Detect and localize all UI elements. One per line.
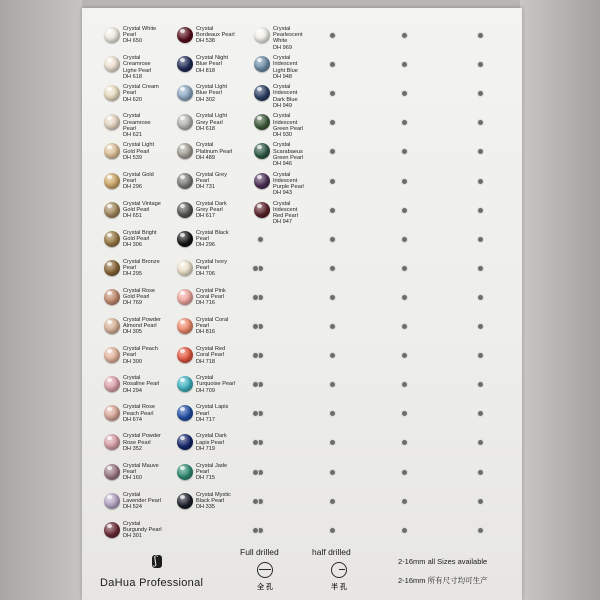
empty-hole <box>330 324 335 329</box>
background-left <box>0 0 82 600</box>
empty-hole <box>258 440 263 445</box>
pearl-swatch <box>177 318 193 334</box>
empty-hole <box>478 411 483 416</box>
brand-name: DaHua Professional <box>100 577 204 589</box>
empty-hole <box>258 528 263 533</box>
pearl-swatch <box>104 376 120 392</box>
pearl-swatch <box>177 202 193 218</box>
pearl-label: Crystal White Pearl DH 650 <box>123 26 157 45</box>
pearl-swatch <box>104 464 120 480</box>
pearl-label: Crystal Cream Pearl DH 620 <box>123 84 159 103</box>
empty-hole <box>478 295 483 300</box>
pearl-swatch <box>177 464 193 480</box>
empty-hole <box>478 149 483 154</box>
pearl-swatch <box>177 376 193 392</box>
empty-hole <box>402 324 407 329</box>
pearl-label: Crystal Peach Pearl DH 300 <box>123 346 158 365</box>
pearl-swatch <box>254 143 270 159</box>
pearl-label: Crystal Grey Pearl DH 731 <box>196 171 228 190</box>
empty-hole <box>402 91 407 96</box>
pearl-swatch <box>104 85 120 101</box>
empty-hole <box>253 470 258 475</box>
pearl-label: Crystal Lavender Pearl DH 524 <box>123 491 161 510</box>
pearl-swatch <box>177 27 193 43</box>
pearl-label: Crystal Gold Pearl DH 296 <box>123 171 154 190</box>
empty-hole <box>478 324 483 329</box>
pearl-label: Crystal Mauve Pearl DH 160 <box>123 462 159 481</box>
empty-hole <box>478 62 483 67</box>
empty-hole <box>478 470 483 475</box>
pearl-swatch <box>104 173 120 189</box>
pearl-label: Crystal Dark Grey Pearl DH 617 <box>196 200 227 219</box>
empty-hole <box>402 353 407 358</box>
sizes-available-cn-text: 2-16mm 所有尺寸均可生产 <box>398 576 488 585</box>
empty-hole <box>330 33 335 38</box>
pearl-swatch <box>104 347 120 363</box>
empty-hole <box>330 499 335 504</box>
pearl-label: Crystal Lapis Pearl DH 717 <box>196 404 229 423</box>
pearl-label: Crystal Rose Peach Pearl DH 674 <box>123 404 156 423</box>
pearl-label: Crystal Pink Coral Pearl DH 716 <box>196 287 226 307</box>
pearl-swatch <box>177 347 193 363</box>
pearl-swatch <box>177 56 193 72</box>
empty-hole <box>330 411 335 416</box>
pearl-label: Crystal Iridescent Purple Pearl DH 943 <box>273 171 304 197</box>
empty-hole <box>478 440 483 445</box>
empty-hole <box>253 499 258 504</box>
pearl-label: Crystal Platinum Pearl DH 489 <box>196 142 233 161</box>
pearl-swatch <box>254 27 270 43</box>
pearl-label: Crystal Jade Pearl DH 715 <box>196 462 228 481</box>
empty-hole <box>258 353 263 358</box>
pearl-swatch <box>254 114 270 130</box>
pearl-swatch <box>104 289 120 305</box>
empty-hole <box>258 266 263 271</box>
pearl-label: Crystal Iridescent Red Pearl DH 947 <box>273 200 298 226</box>
empty-hole <box>258 237 263 242</box>
pearl-swatch <box>177 289 193 305</box>
empty-hole <box>330 470 335 475</box>
pearl-swatch <box>177 493 193 509</box>
pearl-label: Crystal Light Grey Pearl DH 618 <box>196 113 228 132</box>
empty-hole <box>402 295 407 300</box>
pearl-label: Crystal Light Gold Pearl DH 539 <box>123 142 155 161</box>
empty-hole <box>253 266 258 271</box>
empty-hole <box>330 295 335 300</box>
pearl-swatch <box>104 114 120 130</box>
empty-hole <box>258 411 263 416</box>
legend-full-drilled-label: Full drilled <box>240 547 279 557</box>
empty-hole <box>258 295 263 300</box>
empty-hole <box>330 237 335 242</box>
empty-hole <box>478 120 483 125</box>
pearl-label: Crystal Night Blue Pearl DH 818 <box>196 55 229 74</box>
empty-hole <box>402 266 407 271</box>
empty-hole <box>330 353 335 358</box>
pearl-swatch <box>254 173 270 189</box>
full-drilled-icon <box>257 562 273 578</box>
empty-hole <box>402 411 407 416</box>
pearl-label: Crystal Iridescent Light Blue DH 948 <box>273 55 298 80</box>
pearl-swatch <box>177 231 193 247</box>
empty-hole <box>478 353 483 358</box>
pearl-label: Crystal Rosaline Pearl DH 294 <box>123 375 160 394</box>
empty-hole <box>478 499 483 504</box>
pearl-swatch <box>177 114 193 130</box>
pearl-label: Crystal Pearlescent White DH 969 <box>273 26 303 51</box>
pearl-label: Crystal Iridescent Dark Blue DH 949 <box>273 84 298 109</box>
pearl-swatch <box>104 56 120 72</box>
empty-hole <box>258 324 263 329</box>
pearl-swatch <box>104 434 120 450</box>
pearl-label: Crystal Bronze Pearl DH 295 <box>123 258 160 278</box>
pearl-label: Crystal Ivory Pearl DH 706 <box>196 258 228 278</box>
empty-hole <box>402 62 407 67</box>
pearl-swatch <box>177 434 193 450</box>
pearl-color-card <box>82 8 522 600</box>
empty-hole <box>402 208 407 213</box>
empty-hole <box>330 382 335 387</box>
empty-hole <box>478 237 483 242</box>
pearl-swatch <box>104 318 120 334</box>
background-right <box>520 0 600 600</box>
empty-hole <box>478 382 483 387</box>
pearl-label: Crystal Scarabaeus Green Pearl DH 946 <box>273 142 304 167</box>
pearl-label: Crystal Dark Lapis Pearl DH 719 <box>196 433 227 452</box>
pearl-swatch <box>104 260 120 276</box>
pearl-label: Crystal Red Coral Pearl DH 718 <box>196 346 226 365</box>
empty-hole <box>330 179 335 184</box>
pearl-swatch <box>177 405 193 421</box>
pearl-label: Crystal Iridescent Green Pearl DH 930 <box>273 113 304 138</box>
empty-hole <box>258 470 263 475</box>
full-drilled-cn-label: 全 孔 <box>257 584 273 591</box>
pearl-swatch <box>104 231 120 247</box>
empty-hole <box>253 295 258 300</box>
sizes-available-text: 2-16mm all Sizes available <box>398 557 488 566</box>
pearl-swatch <box>254 85 270 101</box>
empty-hole <box>478 179 483 184</box>
pearl-swatch <box>104 493 120 509</box>
pearl-label: Crystal Light Blue Pearl DH 302 <box>196 84 228 103</box>
pearl-label: Crystal Coral Pearl DH 816 <box>196 317 229 336</box>
empty-hole <box>330 266 335 271</box>
pearl-swatch <box>104 405 120 421</box>
pearl-label: Crystal Burgundy Pearl DH 301 <box>123 520 162 540</box>
pearl-swatch <box>254 56 270 72</box>
empty-hole <box>402 440 407 445</box>
pearl-label: Crystal Creamrose Pearl DH 621 <box>123 113 151 138</box>
pearl-label: Crystal Powder Almond Pearl DH 305 <box>123 317 161 336</box>
empty-hole <box>478 91 483 96</box>
pearl-label: Crystal Turquoise Pearl DH 709 <box>196 375 236 394</box>
empty-hole <box>478 528 483 533</box>
empty-hole <box>330 528 335 533</box>
pearl-swatch <box>254 202 270 218</box>
pearl-label: Crystal Bright Gold Pearl DH 306 <box>123 229 157 249</box>
empty-hole <box>402 470 407 475</box>
brand-logo-icon <box>152 555 162 568</box>
empty-hole <box>402 33 407 38</box>
pearl-swatch <box>104 202 120 218</box>
empty-hole <box>402 179 407 184</box>
pearl-label: Crystal Mystic Black Pearl DH 335 <box>196 491 231 510</box>
pearl-swatch <box>104 522 120 538</box>
pearl-swatch <box>104 27 120 43</box>
pearl-swatch <box>177 85 193 101</box>
pearl-label: Crystal Vintage Gold Pearl DH 651 <box>123 200 161 219</box>
pearl-label: Crystal Black Pearl DH 296 <box>196 229 229 249</box>
empty-hole <box>402 120 407 125</box>
empty-hole <box>478 208 483 213</box>
empty-hole <box>253 324 258 329</box>
pearl-swatch <box>104 143 120 159</box>
pearl-swatch <box>177 260 193 276</box>
empty-hole <box>478 266 483 271</box>
empty-hole <box>402 237 407 242</box>
empty-hole <box>402 528 407 533</box>
empty-hole <box>253 528 258 533</box>
pearl-swatch <box>177 143 193 159</box>
empty-hole <box>258 382 263 387</box>
empty-hole <box>258 499 263 504</box>
pearl-label: Crystal Powder Rose Pearl DH 352 <box>123 433 161 452</box>
empty-hole <box>330 208 335 213</box>
half-drilled-cn-label: 半 孔 <box>331 584 347 591</box>
empty-hole <box>402 499 407 504</box>
pearl-swatch <box>177 173 193 189</box>
pearl-label: Crystal Bordeaux Pearl DH 538 <box>196 26 235 45</box>
half-drilled-icon <box>331 562 347 578</box>
pearl-label: Crystal Rose Gold Pearl DH 769 <box>123 287 156 307</box>
empty-hole <box>402 382 407 387</box>
legend-half-drilled-label: half drilled <box>312 547 351 557</box>
empty-hole <box>330 440 335 445</box>
empty-hole <box>478 33 483 38</box>
pearl-label: Crystal Creamrose Lighe Pearl DH 618 <box>123 55 152 80</box>
empty-hole <box>402 149 407 154</box>
